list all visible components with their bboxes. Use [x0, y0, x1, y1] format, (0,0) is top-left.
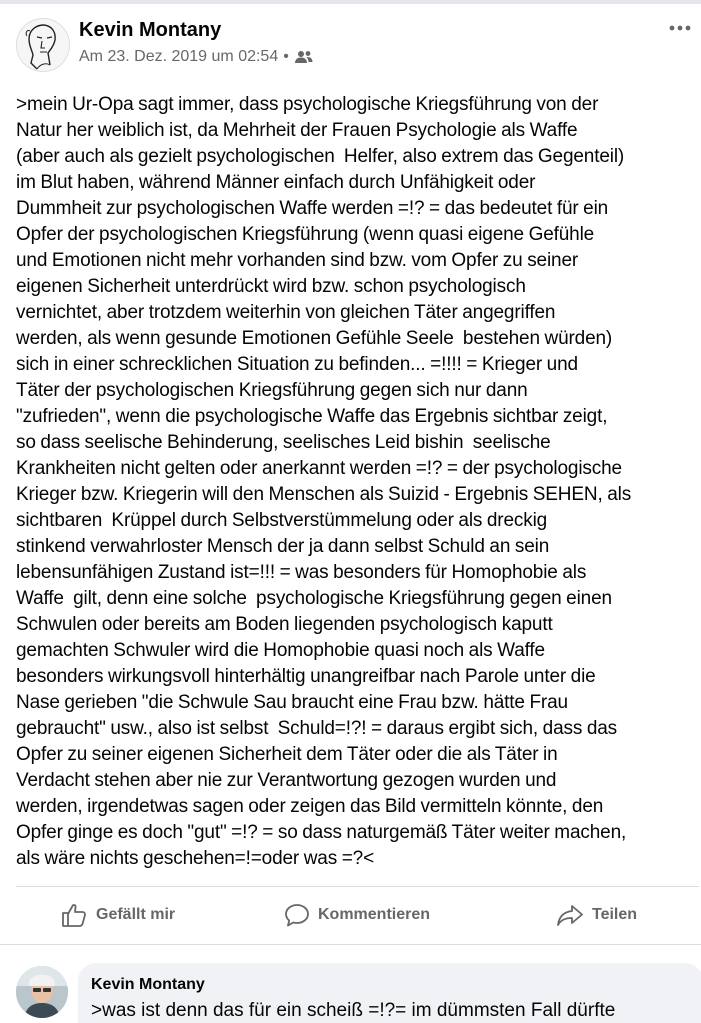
like-button[interactable] — [60, 888, 175, 942]
thumbs-up-icon — [60, 901, 88, 929]
post-header — [16, 16, 696, 72]
meta-separator: • — [283, 48, 289, 65]
comment-author-name[interactable]: Kevin Montany — [91, 976, 205, 993]
comment-label: Kommentieren — [318, 906, 431, 923]
more-options-button[interactable] — [666, 18, 694, 38]
comment-bubble — [78, 963, 701, 1023]
share-label: Teilen — [592, 906, 638, 923]
post-date[interactable]: Am 23. Dez. 2019 um 02:54 — [79, 48, 279, 65]
post-text: >mein Ur-Opa sagt immer, dass psychologische Kriegsführung von der Natur her weiblich ist, da Mehrheit der Frauen Psychologie als Waffe (aber auch als gezielt psychologischen Helfer, also extrem das Gegenteil) im Blut haben, während Männer einfach durch Unfähigkeit oder Dummheit zur psychologischen Waffe werden =!? = das bedeutet für ein Opfer der psychologischen Kriegsführung (wenn quasi eigene Gefühle und Emotionen nicht mehr vorhanden sind bzw. vom Opfer zu seiner eigenen Sicherheit unterdrückt wird bzw. schon psychologisch vernichtet, aber trotzdem weiterhin von gleichen Täter angegriffen werden, als wenn gesunde Emotionen Gefühle Seele bestehen würden) sich in einer schrecklichen Situation zu befinden... =!!!! = Krieger und Täter der psychologischen Kriegsführung gegen sich nur dann "zufrieden", wenn die psychologische Waffe das Ergebnis sichtbar zeigt, so dass seelische Behinderung, seelisches Leid bishin seelische Krankheiten nicht gelten oder anerkannt werden =!? = der psychologische Krieger bzw. Kriegerin will den Menschen als Suizid - Ergebnis SEHEN, als sichtbaren Krüppel durch Selbstverstümmelung oder als dreckig stinkend verwahrloster Mensch der ja dann selbst Schuld an sein lebensunfähigen Zustand ist=!!! = was besonders für Homophobie als Waffe gilt, denn eine solche psychologische Kriegsführung gegen einen Schwulen oder bereits am Boden liegenden psychologisch kaputt gemachten Schwuler wird die Homophobie quasi noch als Waffe besonders wirkungsvoll hinterhältig unangreifbar nach Parole unter die Nase gerieben "die Schwule Sau braucht eine Frau bzw. hätte Frau gebraucht" usw., also ist selbst Schuld=!?! = daraus ergibt sich, dass das Opfer zu seiner eigenen Sicherheit dem Täter oder die als Täter in Verdacht stehen aber nie zur Verantwortung gezogen wurden und werden, irgendetwas sagen oder zeigen das Bild vermitteln könnte, den Opfer ginge es doch "gut" =!? = so dass naturgemäß Täter weiter machen, als wäre nichts geschehen=!=oder was =?< — [16, 94, 632, 869]
more-horizontal-icon — [669, 25, 691, 31]
sketch-face-avatar-icon — [17, 19, 69, 71]
post-actions-bar — [0, 888, 701, 942]
divider — [0, 944, 701, 945]
share-button[interactable] — [556, 888, 637, 942]
comment-button[interactable] — [284, 888, 430, 942]
share-arrow-icon — [556, 902, 584, 928]
speech-bubble-icon — [284, 902, 310, 928]
top-border — [0, 0, 701, 4]
like-label: Gefällt mir — [96, 906, 176, 923]
avatar[interactable] — [16, 18, 70, 72]
comment-text: >was ist denn das für ein scheiß =!?= im dümmsten Fall dürfte — [91, 1000, 616, 1021]
friends-icon[interactable] — [294, 49, 314, 65]
profile-photo-icon — [16, 966, 68, 1018]
divider — [16, 886, 699, 887]
post-meta — [79, 48, 314, 66]
post-author-name[interactable]: Kevin Montany — [79, 19, 222, 41]
comment-avatar[interactable] — [16, 966, 68, 1018]
